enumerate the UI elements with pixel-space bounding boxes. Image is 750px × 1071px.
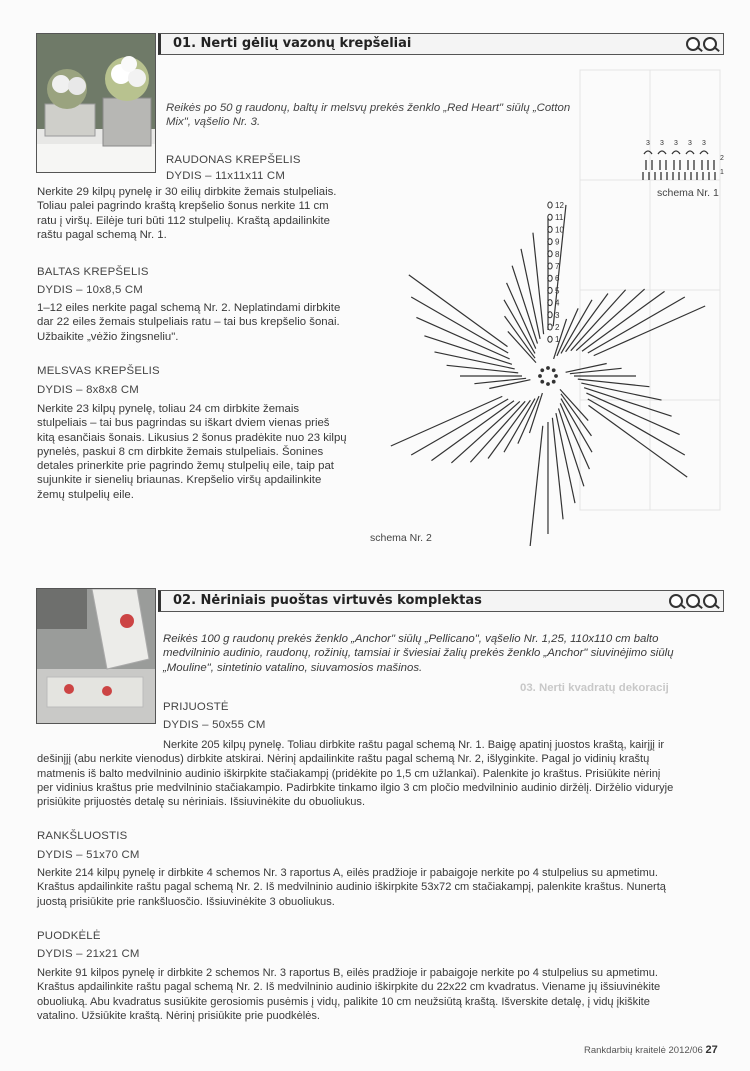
schema-1-num: 3	[688, 140, 692, 147]
center-chain-dot	[552, 380, 555, 383]
row-number: 12	[555, 201, 564, 210]
row-number: 1	[555, 335, 560, 345]
stitch-mark	[499, 422, 596, 534]
stitch-mark	[451, 387, 519, 477]
white-basket-text: 1–12 eiles nerkite pagal schemą Nr. 2. Neplatindami dirbkite dar 22 eiles žemais stulpeliais ratu – tai bus krepšelio šonai. Užbaikite „vėžio žingsneliu".	[37, 302, 341, 343]
red-basket-size: DYDIS – 11x11x11 CM	[166, 170, 286, 182]
apron-size: DYDIS – 50x55 CM	[163, 719, 266, 731]
flower-basket-photo	[36, 33, 156, 173]
stitch-mark	[411, 297, 508, 353]
red-basket-title: RAUDONAS KREPŠELIS	[166, 154, 301, 166]
row-number: 2	[555, 323, 560, 332]
chain-loop	[548, 214, 552, 220]
stitch-mark	[504, 300, 535, 354]
magazine-name: Rankdarbių kraitelė	[584, 1045, 666, 1056]
difficulty-hook-icon	[703, 594, 717, 608]
towel-text: Nerkite 214 kilpų pynelę ir dirbkite 4 schemos Nr. 3 raportus A, eilės pradžioje ir pabaigoje nerkite po 4 stulpelius su apmetimu. Kraštus apdailinkite raštu pagal schemą Nr. 2. Iš medvilninio audinio iškirpkite 53x72 cm stačiakampį, palenkite kraštus. Nunertą juostą prisiūkite prie rankšluosčio. Išsiuvinėkite 3 obuoliukus.	[37, 867, 666, 908]
schema-2-label: schema Nr. 2	[370, 532, 432, 544]
schema-1-label: schema Nr. 1	[657, 187, 719, 199]
blue-basket-text: Nerkite 23 kilpų pynelę, toliau 24 cm dirbkite žemais stulpeliais – tai bus pagrindas su iškart dviem vienas prieš kitą esančiais šonais. Likusius 2 šonus pradėkite nuo 23 kilpų pynelės, paskui 8 cm dirbkite žemais stulpeliais. Šonines detales prinerkite prie pagrindo žemų stulpelių eile, taip pat sujunkite ir sienelių briaunas. Krepšelio viršų apdailinkite žemų stulpelių eile.	[37, 403, 347, 501]
pinwheel-arm	[391, 341, 550, 503]
center-chain-dot	[539, 375, 542, 378]
chain-loop	[548, 336, 552, 342]
row-number: 8	[555, 249, 560, 259]
white-basket-size: DYDIS – 10x8,5 CM	[37, 284, 143, 296]
chain-loop	[548, 202, 552, 208]
schema-1-diagram	[638, 136, 728, 186]
stitch-mark	[588, 399, 685, 455]
row-number: 9	[555, 237, 560, 247]
difficulty-indicator	[686, 37, 717, 51]
center-chain-dot	[552, 369, 555, 372]
section-2-title: 02. Nėriniais puoštas virtuvės komplektas	[173, 592, 482, 608]
stitch-mark	[516, 418, 599, 519]
kitchen-set-photo	[36, 588, 156, 724]
stitch-mark	[561, 399, 592, 453]
stitch-mark	[504, 205, 615, 326]
blue-basket-title: MELSVAS KREPŠELIS	[37, 365, 160, 377]
schema-1-num: 3	[660, 140, 664, 147]
towel-size: DYDIS – 51x70 CM	[37, 849, 140, 861]
section-1-intro: Reikės po 50 g raudonų, baltų ir melsvų prekės ženklo „Red Heart" siūlų „Cotton Mix", vąšelio Nr. 3.	[166, 102, 571, 129]
schema-1-num: 1	[720, 169, 724, 176]
stitch-mark	[497, 266, 552, 344]
row-number: 7	[555, 262, 560, 271]
apron-text: Nerkite 205 kilpų pynelę. Toliau dirbkite raštu pagal schemą Nr. 1. Baigę apatinį juostos kraštą, kairįjį ir dešinįjį (abu nerkite vienodus) dirbkite atskirai. Nėrinį apdailinkite raštu pagal schemą Nr. 2, išlyginkite. Pagal jo vidinių kraštų matmenis iš balto medvilninio audinio iškirpkite stačiakampį (pridėkite po 1,5 cm užlankai). Palenkite jo kraštus. Prisiūkite nėrinį per vidinius kraštus prie medvilninio stačiakampio. Padirbkite tinkamo ilgio 3 cm pločio medvilninio audinio diržėlį. Diržėlio viduryje prisiūkite prijuostės detalę su nėriniais. Išsiuvinėkite du obuoliukus.	[37, 739, 674, 809]
stitch-mark	[481, 426, 592, 546]
stitch-mark	[504, 399, 535, 453]
center-chain-dot	[541, 380, 544, 383]
schema-2-diagram	[360, 196, 730, 546]
stitch-mark	[531, 413, 599, 503]
difficulty-hook-icon	[703, 37, 717, 51]
potholder-size: DYDIS – 21x21 CM	[37, 948, 140, 960]
stitch-mark	[581, 383, 661, 400]
stitch-mark	[497, 233, 580, 334]
schema-1-num: 3	[646, 140, 650, 147]
row-number: 4	[555, 298, 560, 308]
difficulty-hook-icon	[686, 37, 700, 51]
stitch-mark	[578, 379, 650, 387]
show-through-heading: 03. Nerti kvadratų dekoracij	[520, 682, 669, 694]
potholder-title: PUODKĖLĖ	[37, 930, 101, 942]
stitch-mark	[576, 275, 644, 365]
center-chain-dot	[541, 369, 544, 372]
center-chain-dot	[547, 383, 550, 386]
page-number: 27	[705, 1044, 718, 1056]
row-number: 10	[555, 225, 564, 235]
pinwheel-arm	[409, 275, 531, 389]
stitch-mark	[447, 365, 519, 373]
stitch-mark	[544, 408, 599, 486]
towel-title: RANKŠLUOSTIS	[37, 830, 128, 842]
center-chain-dot	[555, 375, 558, 378]
section-1-title: 01. Nerti gėlių vazonų krepšeliai	[173, 35, 412, 51]
blue-basket-size: DYDIS – 8x8x8 CM	[37, 384, 139, 396]
red-basket-text: Nerkite 29 kilpų pynelę ir 30 eilių dirbkite žemais stulpeliais. Toliau palei pagrindo kraštą krepšelio šonus nerkite 11 cm ratu į viršų. Eilėje turi būti 112 stulpelių. Kraštą apdailinkite raštu pagal schemą Nr. 1.	[37, 186, 337, 241]
stitch-mark	[435, 352, 515, 369]
page-footer	[584, 1043, 718, 1058]
difficulty-hook-icon	[686, 594, 700, 608]
white-basket-title: BALTAS KREPŠELIS	[37, 266, 149, 278]
center-chain-dot	[547, 367, 550, 370]
stitch-mark	[582, 271, 665, 372]
flower-basket-illustration	[37, 34, 156, 173]
pinwheel-arm	[566, 364, 688, 478]
potholder-text: Nerkite 91 kilpos pynelę ir dirbkite 2 schemos Nr. 3 raportus B, eilės pradžioje ir pabaigoje nerkite po 4 stulpelius su apmetimu. Kraštus apdailinkite raštu pagal schemą Nr. 2. Iš medvilninio audinio iškirpkite du 22x22 cm kvadratus. Viename jų išsiuvinėkite obuoliuką. Abu kvadratus susiūkite gerosiomis pusėmis į vidų, palikite 10 cm neužsiūtą kraštą. Išverskite detalę, į vidų įkiškite vatalino. Užsiūkite kraštą. Nėrinį prisiūkite prie puodkėlės.	[37, 967, 661, 1022]
difficulty-hook-icon	[669, 594, 683, 608]
stitch-mark	[561, 300, 592, 354]
row-number: 11	[555, 213, 564, 223]
schema-1-num: 3	[702, 140, 706, 147]
difficulty-indicator	[669, 594, 717, 608]
row-number: 5	[555, 286, 560, 296]
schema-1-num: 3	[674, 140, 678, 147]
pinwheel-arm	[546, 249, 705, 411]
section-2-intro: Reikės 100 g raudonų prekės ženklo „Anchor" siūlų „Pellicano", vąšelio Nr. 1,25, 110x110 cm balto medvilninio audinio, raudonų, rožinių, tamsiai ir šviesiai žalių prekės ženklo „Anchor" siuvinėjimo siūlų „Mouline", sintetinio vatalino, siuvamosios mašinos.	[163, 633, 674, 674]
apron-title: PRIJUOSTĖ	[163, 701, 229, 713]
section-2-title-bar	[158, 590, 724, 612]
magazine-issue: 2012/06	[668, 1045, 703, 1056]
row-number: 6	[555, 274, 560, 284]
section-1-title-bar	[158, 33, 724, 55]
stitch-mark	[431, 380, 514, 481]
kitchen-set-illustration	[37, 589, 156, 724]
schema-1-num: 2	[720, 155, 724, 162]
row-number: 3	[555, 310, 560, 320]
